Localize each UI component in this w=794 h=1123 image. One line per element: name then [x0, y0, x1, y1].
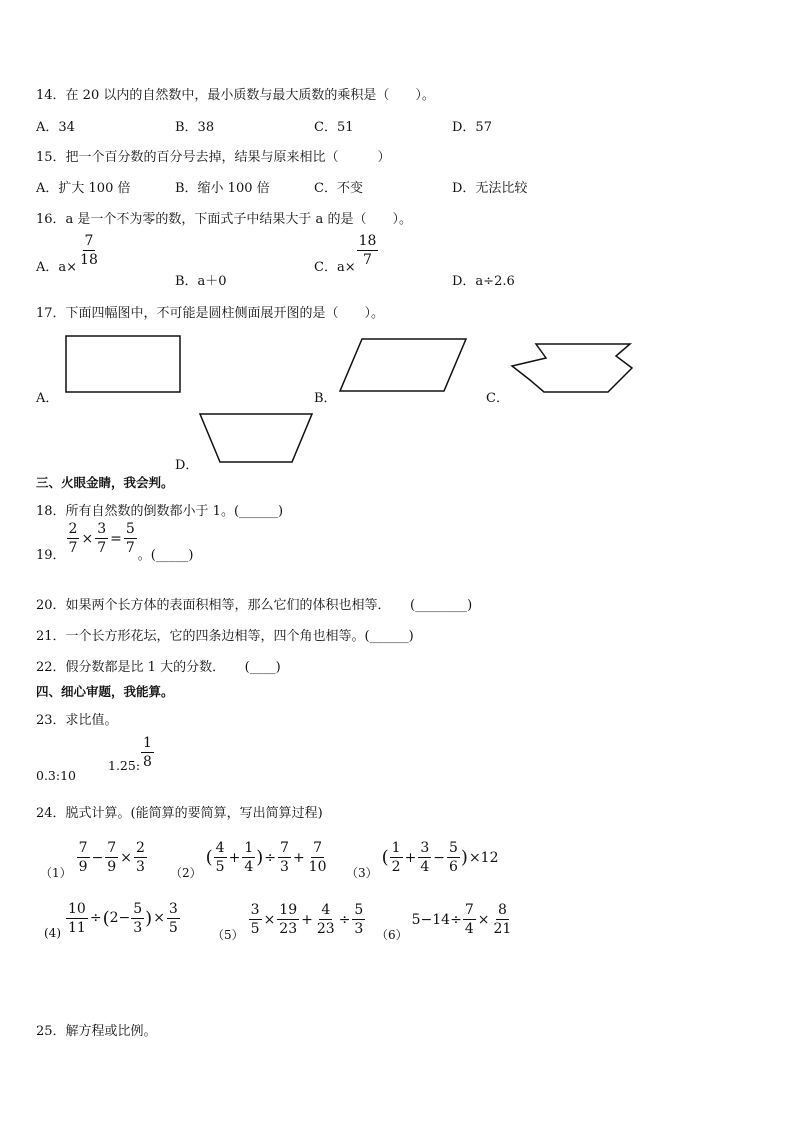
q24-item-6: （6） 5−14÷ $\frac{7}{4}$ × $\frac{8}{21}$ — [376, 902, 512, 942]
q15-option-c[interactable]: C．不变 — [314, 181, 363, 196]
q24-label-3: （3） — [346, 866, 378, 880]
q17-option-b[interactable]: B． — [314, 391, 337, 406]
q24-stem: 24．脱式计算。(能简算的要简算，写出简算过程) — [36, 806, 323, 821]
q19-label: 19． — [36, 548, 66, 563]
q14-option-c[interactable]: C．51 — [314, 120, 354, 135]
q16-a-numerator: 7 — [84, 233, 94, 249]
section-4-heading: 四、细心审题，我能算。 — [36, 684, 174, 699]
q24-label-5: （5） — [212, 928, 244, 942]
q24-item-1: （1） $\frac{7}{9}$ − $\frac{7}{9}$ × $\frac{2}{3}$ — [40, 840, 145, 880]
q18-statement: 18．所有自然数的倒数都小于 1。(______) — [36, 504, 284, 519]
q16-a-fraction — [78, 234, 100, 267]
q15-option-a[interactable]: A．扩大 100 倍 — [36, 181, 131, 196]
q16-option-d[interactable]: D．a÷2.6 — [452, 274, 515, 289]
zigzag-figure — [506, 336, 642, 398]
q19-num-2: 3 — [97, 521, 107, 537]
q16-c-label: C．a× — [314, 260, 356, 275]
q14-option-b[interactable]: B．38 — [175, 120, 215, 135]
q24-label-2: （2） — [170, 866, 202, 880]
q24-label-1: （1） — [40, 866, 72, 880]
q22-statement: 22．假分数都是比 1 大的分数． (____) — [36, 660, 281, 675]
q15-option-b[interactable]: B．缩小 100 倍 — [175, 181, 270, 196]
equals-sign: = — [110, 530, 122, 547]
q23-stem: 23．求比值。 — [36, 713, 118, 728]
q19-tail: 。(_____) — [137, 548, 194, 563]
q19-num-3: 5 — [125, 521, 135, 537]
q15-option-d[interactable]: D．无法比较 — [452, 181, 528, 196]
q16-stem: 16．a 是一个不为零的数，下面式子中结果大于 a 的是（ ）。 — [36, 212, 412, 227]
q20-statement: 20．如果两个长方体的表面积相等，那么它们的体积也相等． (________) — [36, 598, 473, 613]
q24-item-4: (4) $\frac{10}{11}$ ÷ ( 2− $\frac{5}{3}$ ) × $\frac{3}{5}$ — [44, 900, 178, 940]
q24-item-2: （2） ( $\frac{4}{5}$ + $\frac{1}{4}$ ) ÷ $\frac{7}{3}$ + $\frac{7}{10}$ — [170, 840, 327, 880]
q19-expression — [66, 522, 138, 555]
q23-expr-2 — [108, 735, 155, 777]
q16-c-numerator: 18 — [358, 233, 377, 249]
q14-option-d[interactable]: D．57 — [452, 120, 492, 135]
q19-num-1: 2 — [68, 521, 78, 537]
q19-den-1: 7 — [68, 540, 78, 556]
q17-stem: 17．下面四幅图中，不可能是圆柱侧面展开图的是（ ）。 — [36, 306, 385, 321]
q17-option-d[interactable]: D． — [175, 458, 199, 473]
q19-statement — [36, 521, 194, 565]
q16-option-b[interactable]: B．a＋0 — [175, 274, 227, 289]
q23-expr-2-prefix: 1.25: — [108, 758, 141, 773]
multiply-sign: × — [81, 530, 94, 547]
q16-a-label: A．a× — [36, 260, 78, 275]
q16-c-denominator: 7 — [363, 252, 372, 268]
rectangle-figure — [60, 330, 186, 396]
q16-c-fraction — [357, 234, 379, 267]
q19-fraction-2 — [95, 522, 108, 555]
q21-statement: 21．一个长方形花坛，它的四条边相等，四个角也相等。(______) — [36, 629, 414, 644]
q23-denominator: 8 — [143, 754, 152, 770]
q16-a-denominator: 18 — [80, 252, 98, 268]
q23-fraction — [141, 736, 154, 769]
q23-numerator: 1 — [143, 735, 152, 751]
parallelogram-figure — [336, 333, 472, 397]
q24-item-3: （3） ( $\frac{1}{2}$ + $\frac{3}{4}$ − $\frac{5}{6}$ ) ×12 — [346, 840, 499, 880]
q19-fraction-1 — [67, 522, 80, 555]
q16-option-c[interactable] — [314, 233, 379, 277]
section-3-heading: 三、火眼金睛，我会判。 — [36, 475, 174, 490]
q17-option-a[interactable]: A． — [36, 391, 59, 406]
q19-den-3: 7 — [125, 540, 135, 556]
q15-stem: 15．把一个百分数的百分号去掉，结果与原来相比（ ） — [36, 150, 391, 165]
q23-expr-1: 0.3:10 — [36, 768, 76, 783]
q19-fraction-3 — [124, 522, 137, 555]
q24-label-6: （6） — [376, 928, 408, 942]
q14-stem: 14．在 20 以内的自然数中，最小质数与最大质数的乘积是（ ）。 — [36, 88, 435, 103]
q25-stem: 25．解方程或比例。 — [36, 1024, 157, 1039]
q17-option-c[interactable]: C． — [486, 391, 509, 406]
q14-option-a[interactable]: A．34 — [36, 120, 75, 135]
q24-item-5: （5） $\frac{3}{5}$ × $\frac{19}{23}$ + $\frac{4}{23}$ ÷ $\frac{5}{3}$ — [212, 902, 364, 942]
trapezoid-figure — [196, 408, 318, 468]
q24-label-4: (4) — [44, 926, 61, 940]
q19-den-2: 7 — [97, 540, 107, 556]
q16-option-a[interactable] — [36, 233, 101, 277]
